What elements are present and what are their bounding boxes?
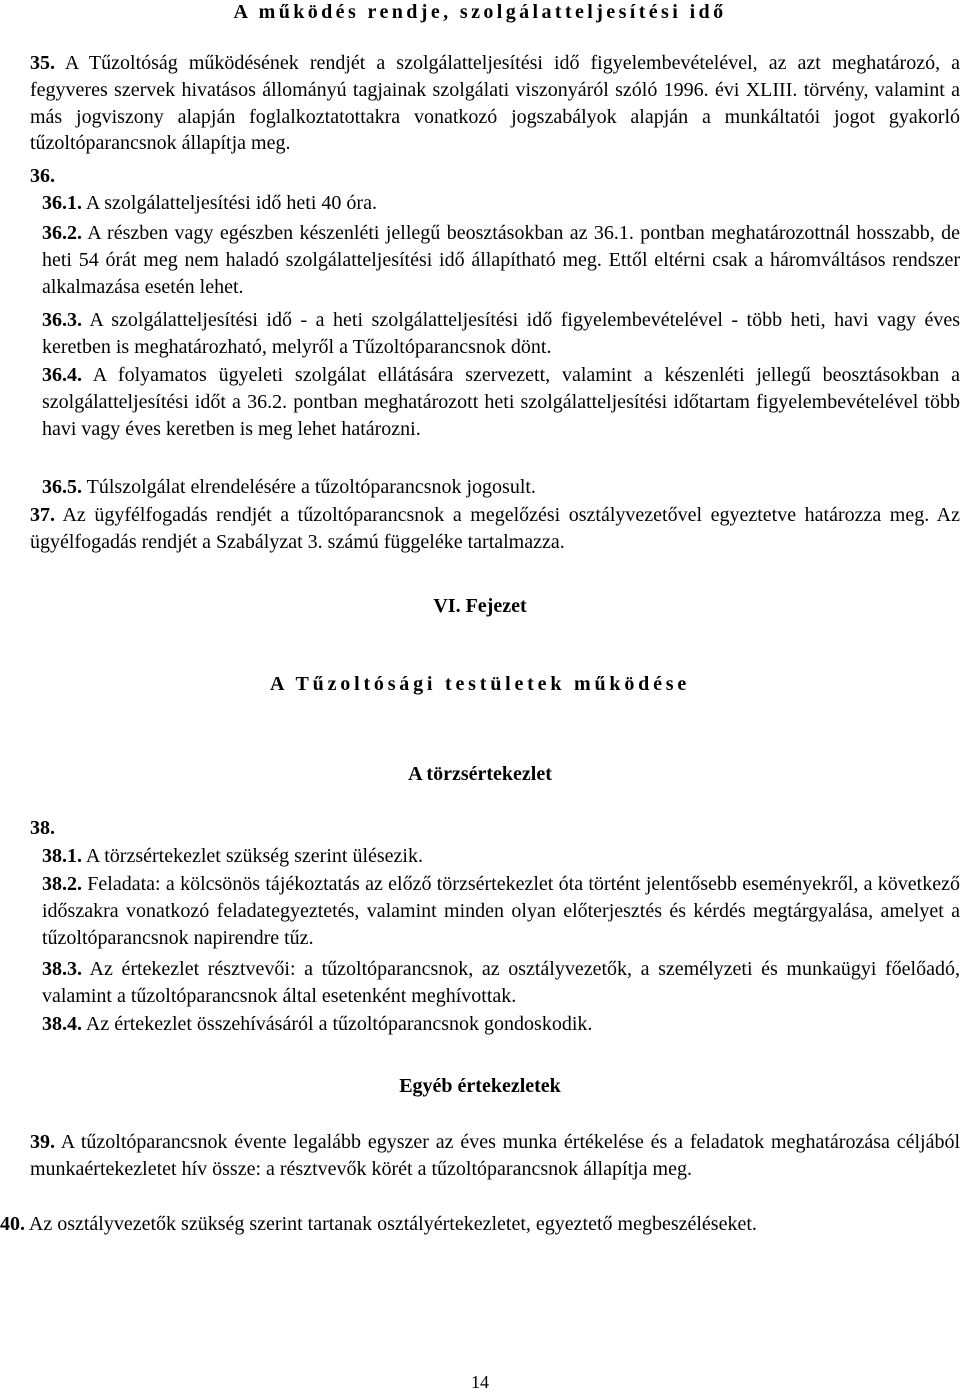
paragraph-number: 38.1. xyxy=(42,845,82,867)
paragraph-number: 36.1. xyxy=(42,192,82,214)
subheading-torzsertekezlet: A törzsértekezlet xyxy=(408,763,552,785)
paragraph-number: 36.5. xyxy=(42,476,82,498)
paragraph-text: Az osztályvezetők szükség szerint tartanak osztályértekezletet, egyeztető megbeszéléseket. xyxy=(25,1213,757,1235)
paragraph-36-4 xyxy=(42,362,960,442)
paragraph-39 xyxy=(30,1129,960,1183)
paragraph-text: Túlszolgálat elrendelésére a tűzoltóparancsnok jogosult. xyxy=(82,476,536,498)
paragraph-36-5 xyxy=(42,474,960,501)
paragraph-text: A részben vagy egészben készenléti jellegű beosztásokban az 36.1. pontban meghatározottnál hosszabb, de heti 54 órát meg nem haladó szolgálatteljesítési idő állapítható meg. Ettől eltérni csak a háromváltásos rendszer alkalmazása esetén lehet. xyxy=(42,222,960,298)
paragraph-text: A szolgálatteljesítési idő heti 40 óra. xyxy=(82,192,377,214)
paragraph-38-3 xyxy=(42,956,960,1010)
paragraph-number: 38.3. xyxy=(42,958,82,980)
paragraph-36-2 xyxy=(42,220,960,300)
paragraph-number: 36.4. xyxy=(42,364,82,386)
paragraph-38-1 xyxy=(42,843,960,870)
paragraph-text: Az ügyfélfogadás rendjét a tűzoltóparancsnok a megelőzési osztályvezetővel egyeztetve határozza meg. Az ügyélfogadás rendjét a Szabályzat 3. számú függeléke tartalmazza. xyxy=(30,504,960,553)
paragraph-text: Feladata: a kölcsönös tájékoztatás az előző törzsértekezlet óta történt jelentősebb eseményekről, a következő időszakra vonatkozó feladategyeztetés, valamint minden olyan előterjesztés és kérdés megtárgyalása, amelyet a tűzoltóparancsnok napirendre tűz. xyxy=(42,873,960,949)
paragraph-number: 37. xyxy=(30,504,55,526)
paragraph-number: 36.2. xyxy=(42,222,82,244)
paragraph-number: 35. xyxy=(30,52,55,74)
paragraph-number: 38.2. xyxy=(42,873,82,895)
paragraph-number: 36.3. xyxy=(42,309,82,331)
paragraph-38 xyxy=(30,815,960,842)
page-number: 14 xyxy=(471,1372,489,1392)
paragraph-38-2 xyxy=(42,871,960,951)
section-title: A működés rendje, szolgálatteljesítési idő xyxy=(233,1,727,23)
chapter-title: A Tűzoltósági testületek működése xyxy=(269,673,691,695)
paragraph-text: A törzsértekezlet szükség szerint ülésezik. xyxy=(82,845,423,867)
paragraph-text: A tűzoltóparancsnok évente legalább egyszer az éves munka értékelése és a feladatok meghatározása céljából munkaértekezletet hív össze: a résztvevők körét a tűzoltóparancsnok állapítja meg. xyxy=(30,1131,960,1180)
chapter-number: VI. Fejezet xyxy=(433,595,527,617)
paragraph-text: A szolgálatteljesítési idő - a heti szolgálatteljesítési idő figyelembevételével - több heti, havi vagy éves keretben is meghatározható, melyről a Tűzoltóparancsnok dönt. xyxy=(42,309,960,358)
paragraph-36-1 xyxy=(42,190,960,217)
paragraph-number: 38. xyxy=(30,817,55,839)
paragraph-36 xyxy=(30,163,960,190)
paragraph-text: Az értekezlet résztvevői: a tűzoltóparancsnok, az osztályvezetők, a személyzeti és munkaügyi főelőadó, valamint a tűzoltóparancsnok által esetenként meghívottak. xyxy=(42,958,960,1007)
paragraph-text: Az értekezlet összehívásáról a tűzoltóparancsnok gondoskodik. xyxy=(82,1013,593,1035)
paragraph-number: 38.4. xyxy=(42,1013,82,1035)
paragraph-36-3 xyxy=(42,307,960,361)
paragraph-text: A folyamatos ügyeleti szolgálat ellátására szervezett, valamint a készenléti jellegű beosztásokban a szolgálatteljesítési időt a 36.2. pontban meghatározott heti szolgálatteljesítési időtartam figyelembevételével több havi vagy éves keretben is meg lehet határozni. xyxy=(42,364,960,440)
paragraph-text: A Tűzoltóság működésének rendjét a szolgálatteljesítési idő figyelembevételével, az azt meghatározó, a fegyveres szervek hivatásos állományú tagjainak szolgálati viszonyáról szóló 1996. évi XLIII. törvény, valamint a más jogviszony alapján foglalkoztatottakra vonatkozó jogszabályok alapján a munkáltatói jogot gyakorló tűzoltóparancsnok állapítja meg. xyxy=(30,52,960,155)
paragraph-number: 36. xyxy=(30,165,55,187)
paragraph-37 xyxy=(30,502,960,556)
paragraph-40 xyxy=(0,1211,960,1238)
paragraph-number: 39. xyxy=(30,1131,55,1153)
paragraph-38-4 xyxy=(42,1011,960,1038)
paragraph-35 xyxy=(30,50,960,157)
paragraph-number: 40. xyxy=(0,1213,25,1235)
subheading-egyeb-ertekezletek: Egyéb értekezletek xyxy=(399,1075,561,1097)
